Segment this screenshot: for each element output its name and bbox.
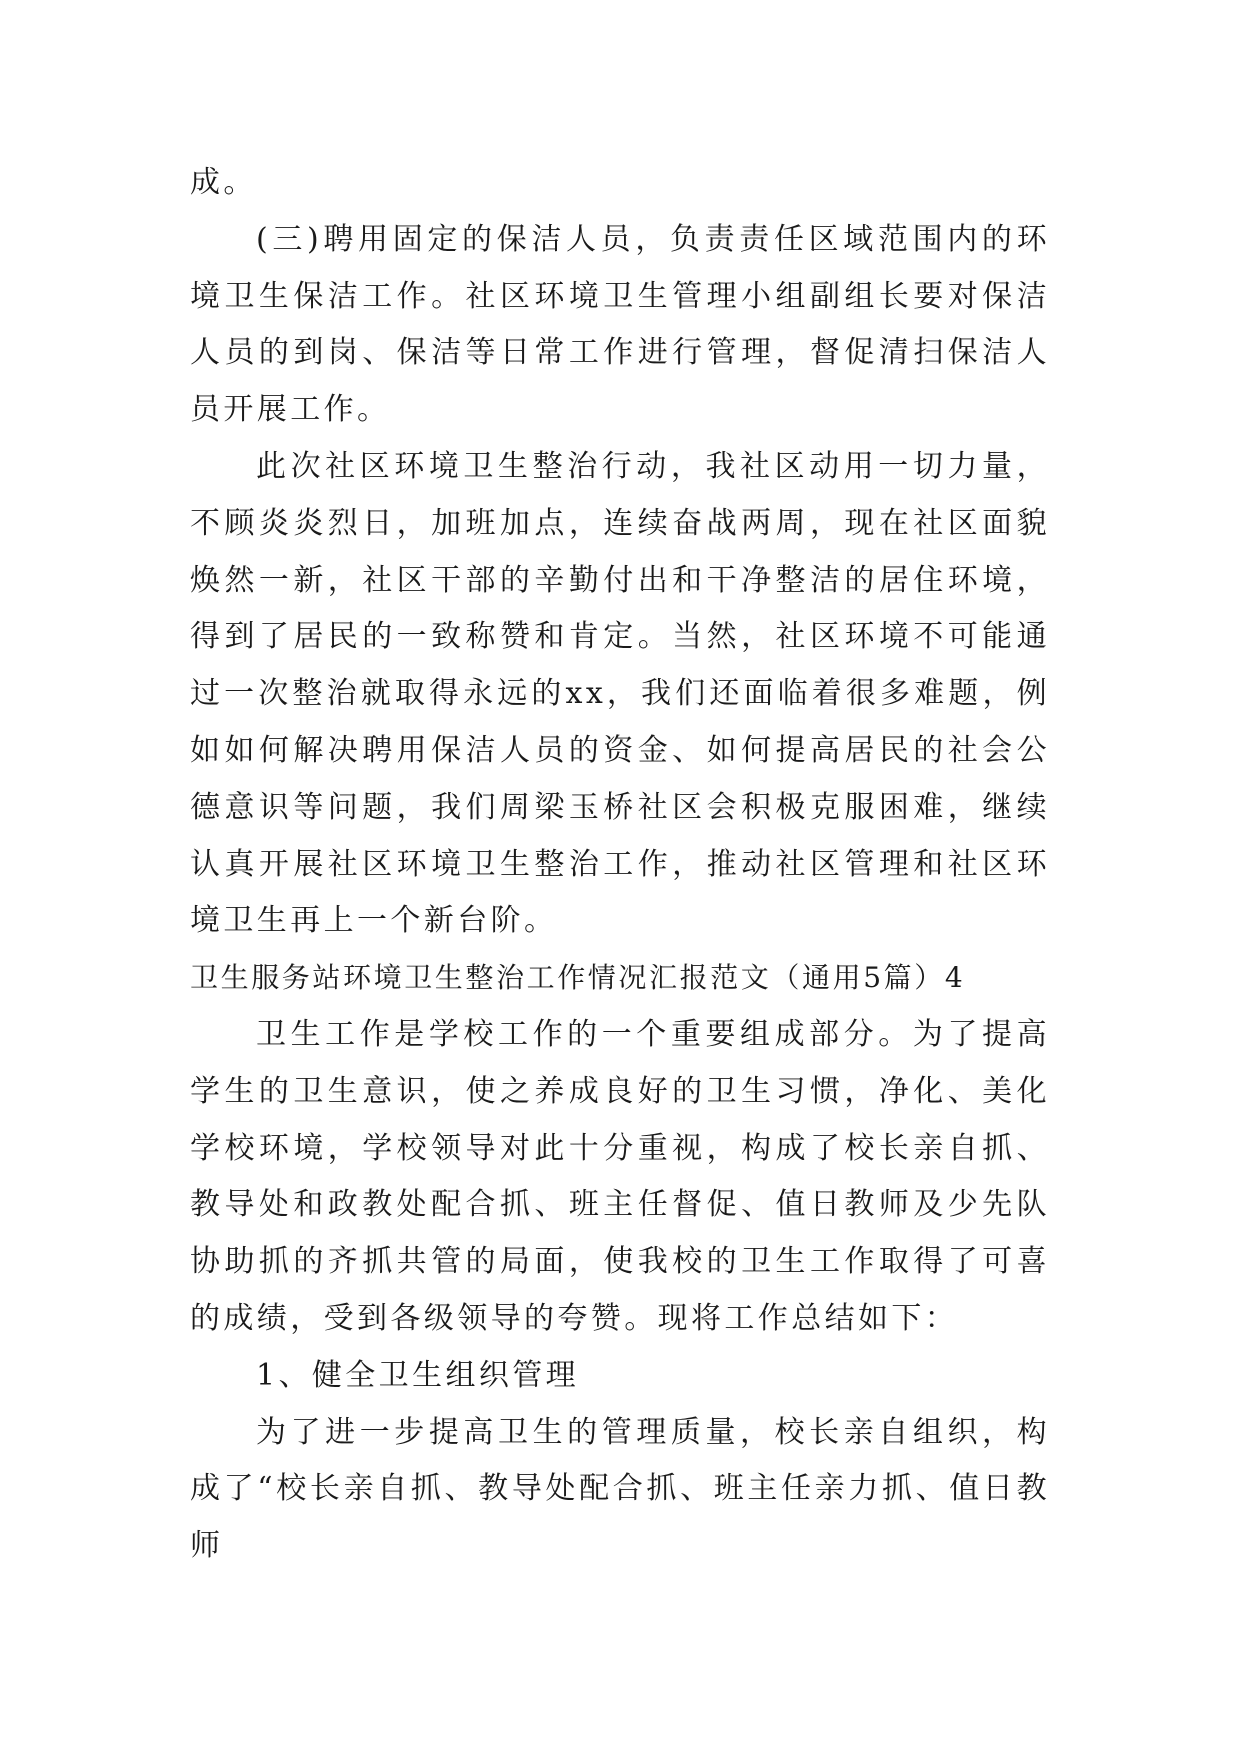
document-body bbox=[190, 155, 1050, 1575]
subheading-organization: 1、健全卫生组织管理 bbox=[256, 1357, 580, 1393]
section-heading: 卫生服务站环境卫生整治工作情况汇报范文（通用5篇）4 bbox=[190, 961, 966, 995]
paragraph-management: 为了进一步提高卫生的管理质量，校长亲自组织，构成了“校长亲自抓、教导处配合抓、班主任亲力抓、值日教师 bbox=[190, 1414, 1050, 1564]
paragraph-continuation: 成。 bbox=[190, 165, 257, 200]
paragraph-school-hygiene: 卫生工作是学校工作的一个重要组成部分。为了提高学生的卫生意识，使之养成良好的卫生习惯，净化、美化学校环境，学校领导对此十分重视，构成了校长亲自抓、教导处和政教处配合抓、班主任督促、值日教师及少先队协助抓的齐抓共管的局面，使我校的卫生工作取得了可喜的成绩，受到各级领导的夸赞。现将工作总结如下： bbox=[190, 1016, 1050, 1336]
paragraph-cleaning-staff: (三)聘用固定的保洁人员，负责责任区域范围内的环境卫生保洁工作。社区环境卫生管理小组副组长要对保洁人员的到岗、保洁等日常工作进行管理，督促清扫保洁人员开展工作。 bbox=[190, 221, 1050, 428]
paragraph-campaign-summary: 此次社区环境卫生整治行动，我社区动用一切力量，不顾炎炎烈日，加班加点，连续奋战两周，现在社区面貌焕然一新，社区干部的辛勤付出和干净整洁的居住环境，得到了居民的一致称赞和肯定。当然，社区环境不可能通过一次整治就取得永远的xx，我们还面临着很多难题，例如如何解决聘用保洁人员的资金、如何提高居民的社会公德意识等问题，我们周梁玉桥社区会积极克服困难，继续认真开展社区环境卫生整治工作，推动社区管理和社区环境卫生再上一个新台阶。 bbox=[190, 448, 1050, 939]
